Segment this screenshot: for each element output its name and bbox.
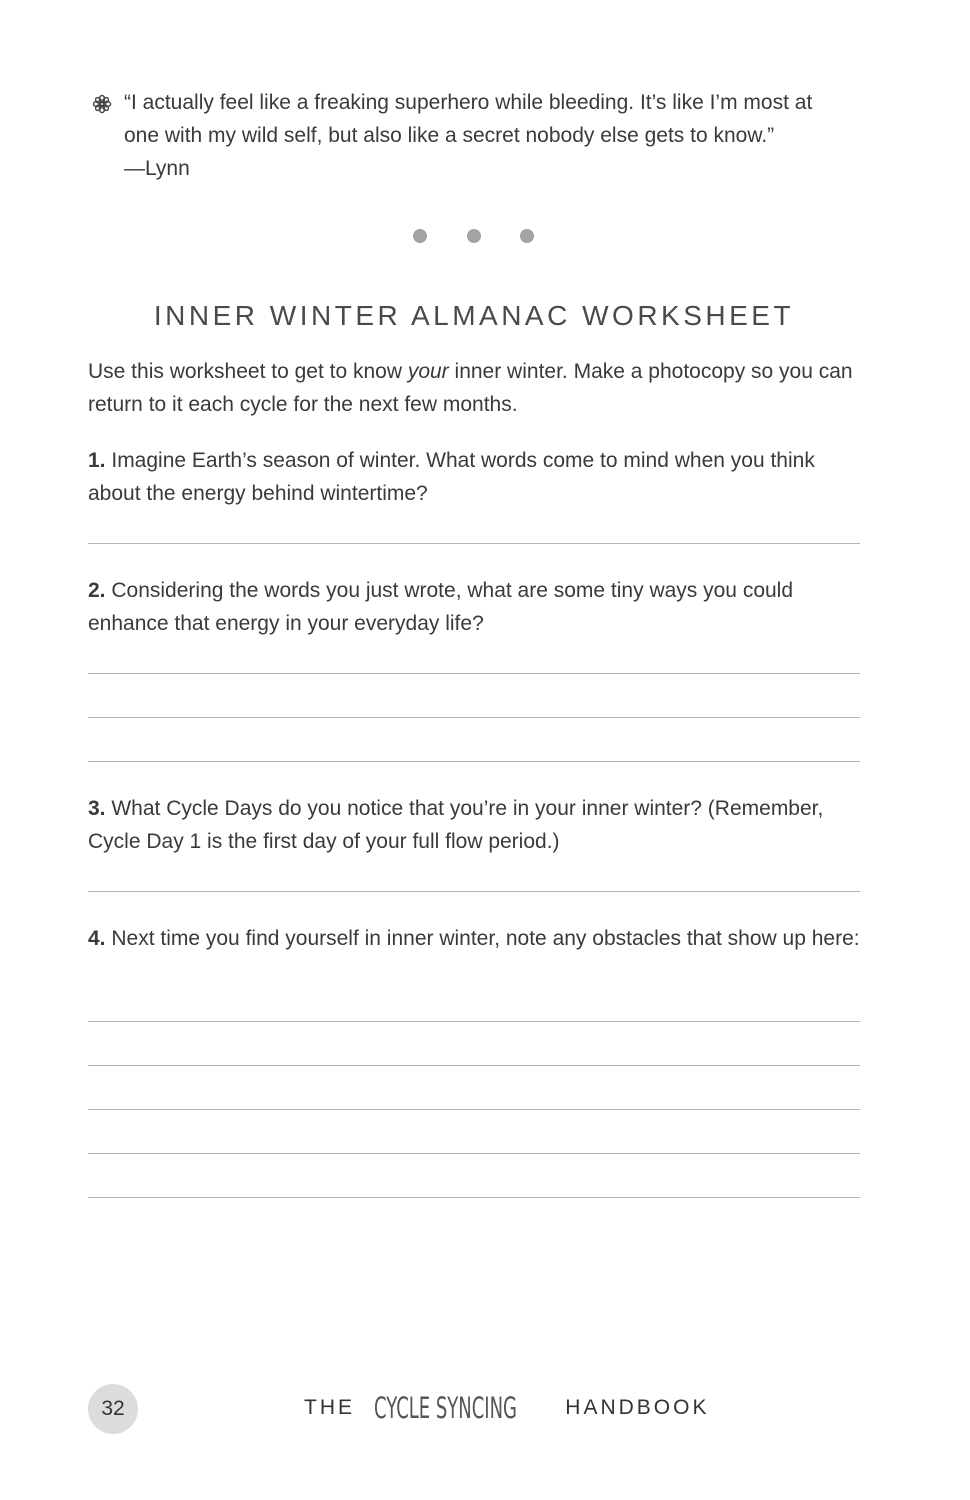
answer-line[interactable] bbox=[88, 717, 860, 718]
question-text: What Cycle Days do you notice that you’re in your inner winter? (Remember, Cycle Day 1 is the first day of your full flow period.) bbox=[88, 797, 824, 853]
question-text: Imagine Earth’s season of winter. What words come to mind when you think about the energy behind wintertime? bbox=[88, 449, 815, 505]
answer-line[interactable] bbox=[88, 543, 860, 544]
quote-author: —Lynn bbox=[124, 157, 190, 180]
question-number: 4. bbox=[88, 927, 106, 950]
flower-icon bbox=[92, 94, 112, 114]
answer-line[interactable] bbox=[88, 761, 860, 762]
worksheet-intro bbox=[88, 355, 868, 421]
intro-text-end: inner winter. Make a photocopy so you can return to it each cycle for the next few months. bbox=[88, 360, 853, 416]
answer-line[interactable] bbox=[88, 1109, 860, 1110]
intro-emphasis: your bbox=[407, 360, 449, 383]
answer-line[interactable] bbox=[88, 891, 860, 892]
book-title-cycle-syncing: CYCLE SYNCING bbox=[373, 1391, 517, 1425]
answer-line[interactable] bbox=[88, 1065, 860, 1066]
question-1 bbox=[88, 444, 868, 510]
question-number: 3. bbox=[88, 797, 106, 820]
separator-dot bbox=[467, 229, 481, 243]
book-title bbox=[304, 1391, 724, 1427]
answer-line[interactable] bbox=[88, 1197, 860, 1198]
quote-text bbox=[124, 86, 844, 185]
question-text: Next time you find yourself in inner winter, note any obstacles that show up here: bbox=[111, 927, 860, 950]
question-2 bbox=[88, 574, 868, 640]
answer-line[interactable] bbox=[88, 1153, 860, 1154]
question-3 bbox=[88, 792, 868, 858]
question-number: 2. bbox=[88, 579, 106, 602]
worksheet-title: INNER WINTER ALMANAC WORKSHEET bbox=[153, 300, 795, 331]
question-text: Considering the words you just wrote, what are some tiny ways you could enhance that energy in your everyday life? bbox=[88, 579, 794, 635]
page-number-badge bbox=[88, 1384, 138, 1434]
book-title-handbook: HANDBOOK bbox=[565, 1396, 710, 1419]
separator-dot bbox=[413, 229, 427, 243]
answer-line[interactable] bbox=[88, 1021, 860, 1022]
book-title-the: THE bbox=[304, 1396, 355, 1419]
separator-dot bbox=[520, 229, 534, 243]
question-number: 1. bbox=[88, 449, 106, 472]
page-number: 32 bbox=[101, 1397, 125, 1420]
answer-line[interactable] bbox=[88, 673, 860, 674]
question-4 bbox=[88, 922, 868, 955]
quote-body: “I actually feel like a freaking superhero while bleeding. It’s like I’m most at one with my wild self, but also like a secret nobody else gets to know.” bbox=[124, 91, 813, 147]
intro-text-start: Use this worksheet to get to know bbox=[88, 360, 408, 383]
